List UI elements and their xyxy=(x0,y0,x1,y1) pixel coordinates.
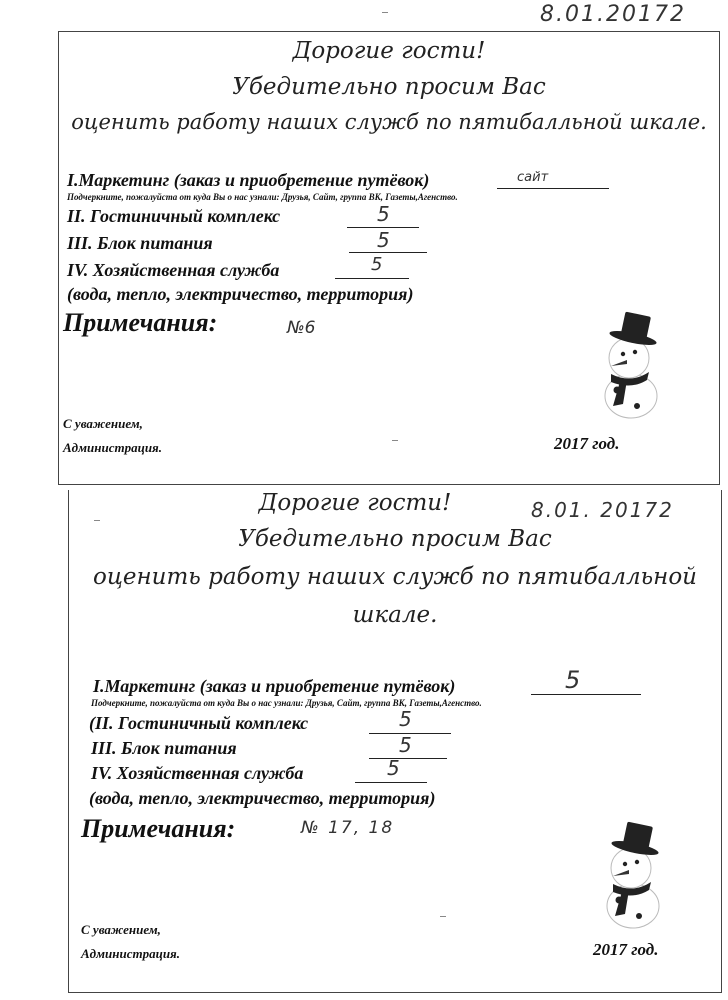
item-hotel-label: II. Гостиничный комплекс xyxy=(67,206,281,226)
item-household-value: 5 xyxy=(387,756,400,780)
scan-speck xyxy=(382,12,388,13)
request-line-1: Убедительно просим Вас xyxy=(232,74,546,100)
item-household-label: IV. Хозяйственная служба xyxy=(91,763,304,783)
item-marketing-value: 5 xyxy=(565,666,581,694)
item-household-blank xyxy=(335,278,409,279)
administration-text: Администрация. xyxy=(63,440,162,455)
remarks-label: Примечания: xyxy=(81,814,236,843)
administration-text: Администрация. xyxy=(81,946,180,961)
item-household-label: IV. Хозяйственная служба xyxy=(67,260,280,280)
remarks-value: № 17, 18 xyxy=(301,818,395,838)
request-line-1: Убедительно просим Вас xyxy=(238,526,552,552)
scan-speck xyxy=(94,520,100,521)
feedback-form-1 xyxy=(58,31,720,485)
request-line-3: шкале. xyxy=(352,602,438,628)
item-hotel-label: (II. Гостиничный комплекс xyxy=(89,713,309,733)
item-household-note: (вода, тепло, электричество, территория) xyxy=(89,788,436,808)
scan-speck xyxy=(440,916,446,917)
year-text: 2017 год. xyxy=(554,434,620,453)
item-food-blank xyxy=(349,252,427,253)
item-food-value: 5 xyxy=(377,228,390,252)
greeting-title: Дорогие гости! xyxy=(292,38,486,64)
item-hotel-value: 5 xyxy=(377,202,390,226)
item-food-label: III. Блок питания xyxy=(67,233,213,253)
item-household-blank xyxy=(355,782,427,783)
item-household-value: 5 xyxy=(371,254,383,275)
remarks-label: Примечания: xyxy=(63,308,218,337)
snowman-icon xyxy=(599,820,679,935)
greeting-title: Дорогие гости! xyxy=(258,490,452,516)
scan-speck xyxy=(392,440,398,441)
form-date-handwritten: 8.01. 20172 xyxy=(531,498,674,522)
item-marketing-label: I.Маркетинг (заказ и приобретение путёвок) xyxy=(93,676,456,696)
item-food-value: 5 xyxy=(399,733,412,757)
source-hint: Подчеркните, пожалуйста от куда Вы о нас узнали: Друзья, Сайт, группа ВК, Газеты,Агенство. xyxy=(67,192,458,202)
item-household-note: (вода, тепло, электричество, территория) xyxy=(67,284,414,304)
year-text: 2017 год. xyxy=(593,940,659,959)
source-hint: Подчеркните, пожалуйста от куда Вы о нас узнали: Друзья, Сайт, группа ВК, Газеты,Агенство. xyxy=(91,698,482,708)
item-hotel-value: 5 xyxy=(399,707,412,731)
item-food-blank xyxy=(369,758,447,759)
item-marketing-label: I.Маркетинг (заказ и приобретение путёвок) xyxy=(67,170,430,190)
top-date-handwritten: 8.01.20172 xyxy=(540,2,686,27)
regards-text: С уважением, xyxy=(63,416,143,431)
item-marketing-blank xyxy=(497,188,609,189)
item-marketing-value: сайт xyxy=(517,170,549,185)
regards-text: С уважением, xyxy=(81,922,161,937)
request-line-2: оценить работу наших служб по пятибалльной xyxy=(92,564,697,590)
snowman-icon xyxy=(597,310,677,425)
feedback-form-2 xyxy=(68,490,722,993)
item-food-label: III. Блок питания xyxy=(91,738,237,758)
remarks-value: №6 xyxy=(287,318,316,338)
request-line-2: оценить работу наших служб по пятибалльной шкале. xyxy=(71,110,707,134)
item-marketing-blank xyxy=(531,694,641,695)
